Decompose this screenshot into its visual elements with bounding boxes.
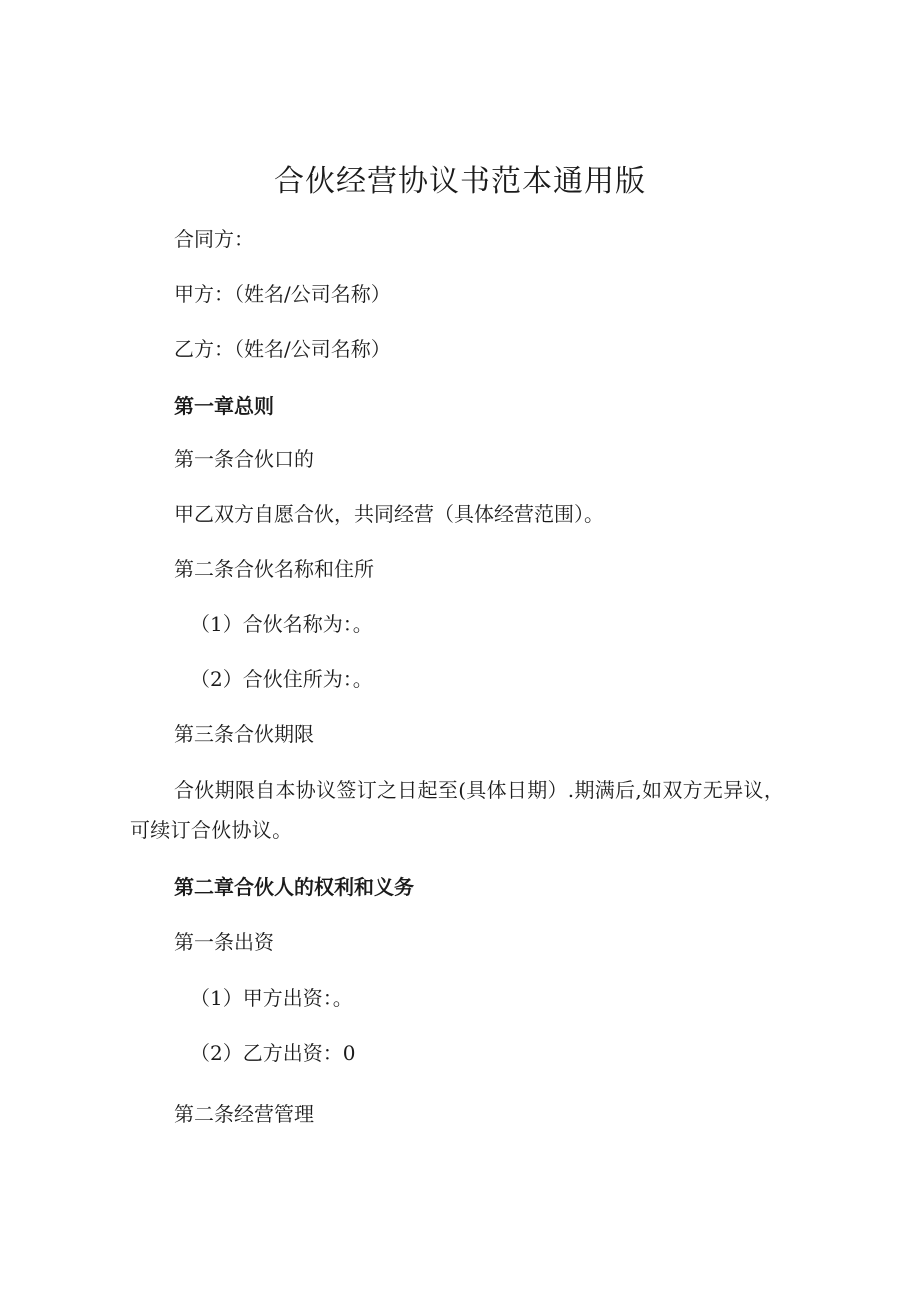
- article-heading: 第一条合伙口的: [174, 447, 314, 471]
- paragraph: 甲乙双方自愿合伙，共同经营（具体经营范围）。: [174, 502, 604, 526]
- party-b-line: 乙方：（姓名/公司名称）: [174, 337, 391, 361]
- list-item: （1）合伙名称为：。: [190, 612, 373, 636]
- paragraph: 合伙期限自本协议签订之日起至(具体日期）.期满后,如双方无异议，可续订合伙协议。: [130, 778, 785, 842]
- list-item: （2）合伙住所为：。: [190, 667, 373, 691]
- article-heading: 第二条经营管理: [174, 1102, 314, 1126]
- chapter-heading: 第二章合伙人的权利和义务: [174, 875, 414, 899]
- party-a-line: 甲方：（姓名/公司名称）: [174, 282, 391, 306]
- contract-parties-label: 合同方：: [174, 227, 254, 251]
- list-item: （2）乙方出资：0: [190, 1041, 356, 1065]
- document-title: 合伙经营协议书范本通用版: [274, 164, 646, 199]
- article-heading: 第一条出资: [174, 930, 274, 954]
- article-heading: 第二条合伙名称和住所: [174, 557, 374, 581]
- list-item: （1）甲方出资：。: [190, 986, 353, 1010]
- chapter-heading: 第一章总则: [174, 394, 274, 418]
- article-heading: 第三条合伙期限: [174, 722, 314, 746]
